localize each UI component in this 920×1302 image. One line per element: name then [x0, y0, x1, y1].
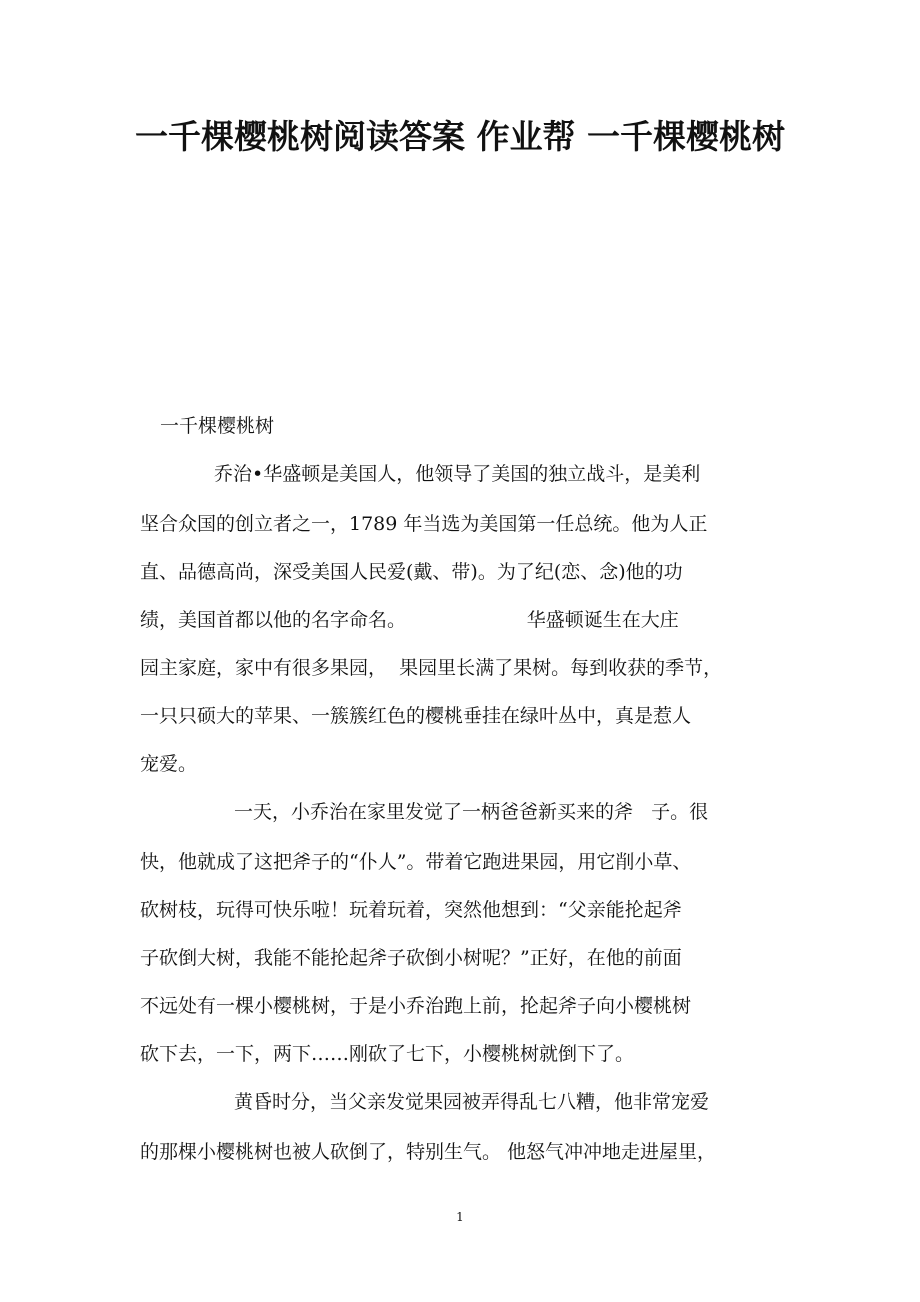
paragraph-2-line-4: 子砍倒大树，我能不能抡起斧子砍倒小树呢？”正好，在他的前面: [140, 947, 682, 969]
paragraph-2-line-6: 砍下去，一下，两下……刚砍了七下，小樱桃树就倒下了。: [140, 1043, 635, 1065]
section-subtitle: 一千棵樱桃树: [160, 415, 275, 437]
paragraph-2-line-3: 砍树枝，玩得可快乐啦！玩着玩着，突然他想到：“父亲能抡起斧: [140, 899, 682, 921]
paragraph-2-line-2: 快，他就成了这把斧子的“仆人”。带着它跑进果园，用它削小草、: [140, 851, 692, 873]
paragraph-1-line-5: 园主家庭，家中有很多果园， 果园里长满了果树。每到收获的季节，: [140, 657, 723, 679]
paragraph-1-line-4: 绩，美国首都以他的名字命名。 华盛顿诞生在大庄: [140, 609, 679, 631]
paragraph-1-line-2: 坚合众国的创立者之一，1789 年当选为美国第一任总统。他为人正: [140, 513, 708, 535]
paragraph-2-line-5: 不远处有一棵小樱桃树，于是小乔治跑上前，抡起斧子向小樱桃树: [140, 995, 692, 1017]
paragraph-3-line-1: 黄昏时分，当父亲发觉果园被弄得乱七八糟，他非常宠爱: [234, 1091, 710, 1113]
paragraph-3-line-2: 的那棵小樱桃树也被人砍倒了，特别生气。 他怒气冲冲地走进屋里，: [140, 1141, 717, 1163]
paragraph-1-line-6: 一只只硕大的苹果、一簇簇红色的樱桃垂挂在绿叶丛中，真是惹人: [140, 705, 692, 727]
paragraph-1-line-7: 宠爱。: [140, 753, 198, 775]
paragraph-2-line-1: 一天，小乔治在家里发觉了一柄爸爸新买来的斧 子。很: [234, 801, 709, 823]
document-title: 一千棵樱桃树阅读答案 作业帮 一千棵樱桃树: [135, 117, 785, 156]
paragraph-1-line-1: 乔治•华盛顿是美国人，他领导了美国的独立战斗，是美利: [214, 463, 701, 485]
paragraph-1-line-3: 直、品德高尚，深受美国人民爱(戴、带)。为了纪(恋、念)他的功: [140, 561, 683, 583]
page-number: 1: [456, 1210, 464, 1224]
